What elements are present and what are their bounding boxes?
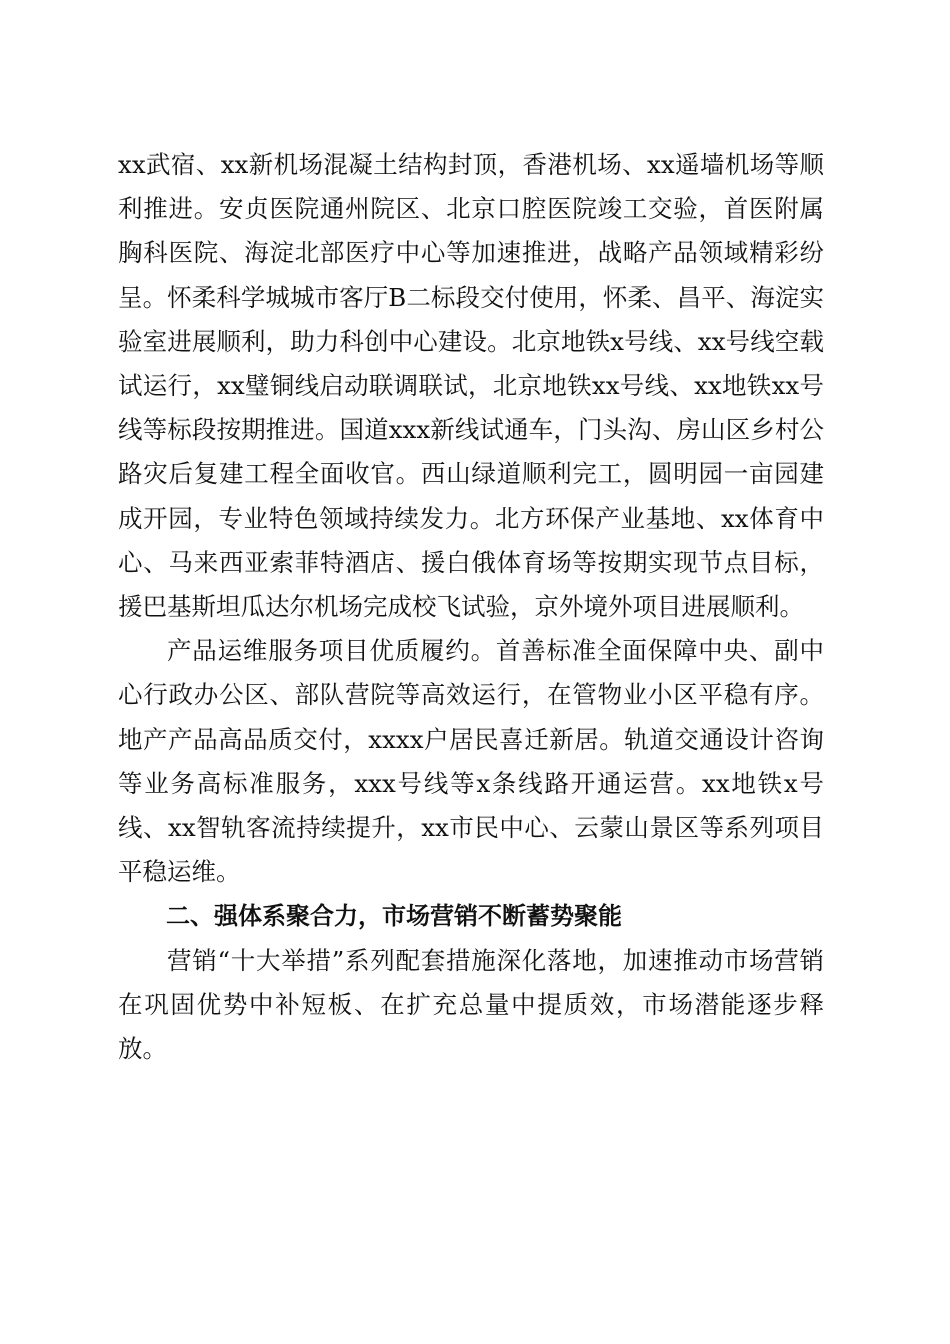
- paragraph-marketing-measures: 营销“十大举措”系列配套措施深化落地，加速推动市场营销在巩固优势中补短板、在扩充总量中提质效，市场潜能逐步释放。: [118, 945, 824, 1064]
- paragraph-project-progress: xx武宿、xx新机场混凝土结构封顶，香港机场、xx遥墙机场等顺利推进。安贞医院通州院区、北京口腔医院竣工交验，首医附属胸科医院、海淀北部医疗中心等加速推进，战略产品领域精彩纷呈。怀柔科学城城市客厅B二标段交付使用，怀柔、昌平、海淀实验室进展顺利，助力科创中心建设。北京地铁x号线、xx号线空载试运行，xx璧铜线启动联调联试，北京地铁xx号线、xx地铁xx号线等标段按期推进。国道xxx新线试通车，门头沟、房山区乡村公路灾后复建工程全面收官。西山绿道顺利完工，圆明园一亩园建成开园，专业特色领域持续发力。北方环保产业基地、xx体育中心、马来西亚索菲特酒店、援白俄体育场等按期实现节点目标，援巴基斯坦瓜达尔机场完成校飞试验，京外境外项目进展顺利。: [118, 150, 824, 622]
- document-page: [118, 143, 824, 1071]
- paragraph-operations-service: 产品运维服务项目优质履约。首善标准全面保障中央、副中心行政办公区、部队营院等高效运行，在管物业小区平稳有序。地产产品高品质交付，xxxx户居民喜迁新居。轨道交通设计咨询等业务高标准服务，xxx号线等x条线路开通运营。xx地铁x号线、xx智轨客流持续提升，xx市民中心、云蒙山景区等系列项目平稳运维。: [118, 636, 824, 887]
- section-heading-marketing: 二、强体系聚合力，市场营销不断蓄势聚能: [166, 902, 622, 931]
